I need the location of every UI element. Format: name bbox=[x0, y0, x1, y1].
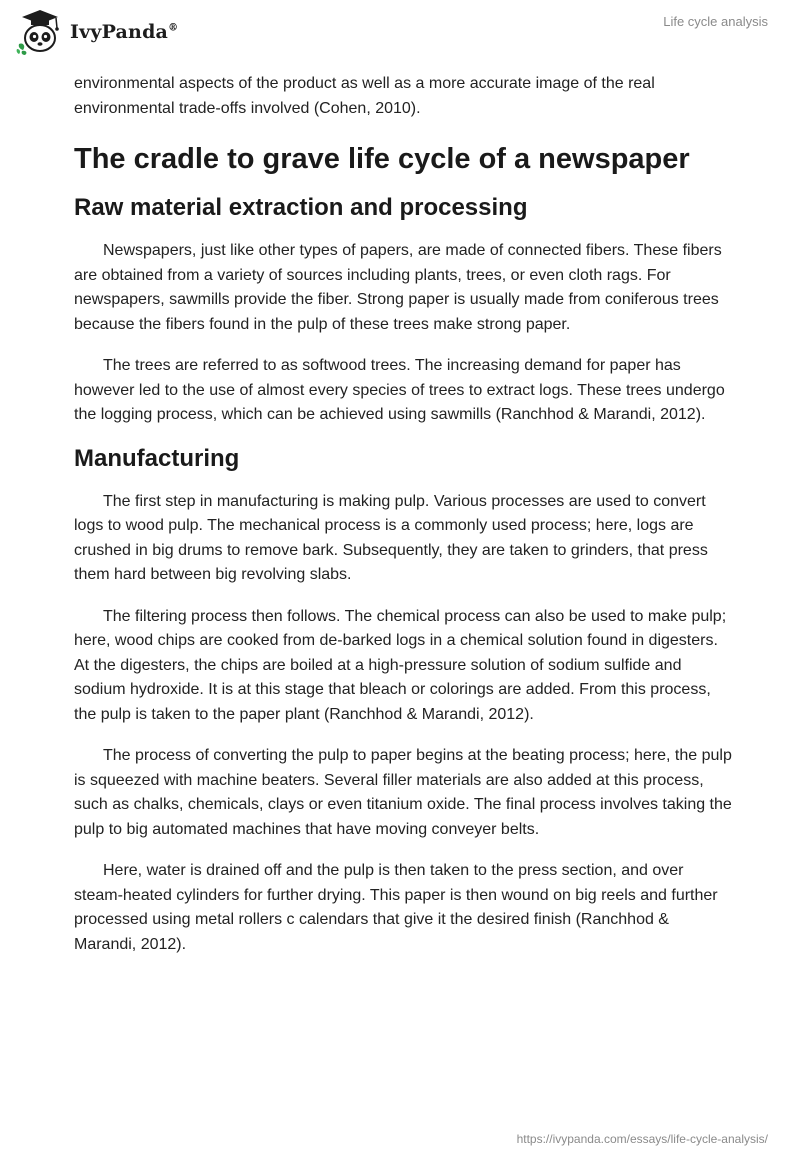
page-header bbox=[0, 0, 800, 70]
section-heading-raw-material: Raw material extraction and processing bbox=[74, 194, 528, 221]
paragraph: The process of converting the pulp to paper begins at the beating process; here, the pulp is squeezed with machine beaters. Several filler materials are also added at this process, such as chalks, chemicals, clays or even titanium oxide. The final process involves taking the pulp to big automated machines that have moving conveyer belts. bbox=[74, 747, 732, 838]
essay-content bbox=[74, 72, 734, 974]
intro-paragraph: environmental aspects of the product as well as a more accurate image of the real environmental trade-offs involved (Cohen, 2010). bbox=[74, 75, 655, 117]
ivypanda-logo[interactable] bbox=[14, 8, 178, 56]
page-title: The cradle to grave life cycle of a newspaper bbox=[74, 143, 690, 175]
paragraph: The first step in manufacturing is making pulp. Various processes are used to convert logs to wood pulp. The mechanical process is a commonly used process; here, logs are crushed in big drums to remove bark. Subsequently, they are taken to grinders, that press them hard between big revolving slabs. bbox=[74, 492, 708, 583]
running-title: Life cycle analysis bbox=[663, 14, 768, 29]
panda-graduate-icon bbox=[14, 8, 66, 56]
footer-url[interactable]: https://ivypanda.com/essays/life-cycle-analysis/ bbox=[516, 1132, 768, 1146]
brand-name: IvyPanda® bbox=[70, 21, 179, 43]
section-heading-manufacturing: Manufacturing bbox=[74, 444, 240, 472]
paragraph: Here, water is drained off and the pulp is then taken to the press section, and over steam-heated cylinders for further drying. This paper is then wound on big reels and further processed using metal rollers c calendars that give it the desired finish (Ranchhod & Marandi, 2012). bbox=[74, 862, 718, 953]
paragraph: The filtering process then follows. The chemical process can also be used to make pulp; here, wood chips are cooked from de-barked logs in a chemical solution found in digesters. At the digesters, the chips are boiled at a high-pressure solution of sodium sulfide and sodium hydroxide. It is at this stage that bleach or colorings are added. From this process, the pulp is taken to the paper plant (Ranchhod & Marandi, 2012). bbox=[74, 607, 727, 723]
paragraph: Newspapers, just like other types of papers, are made of connected fibers. These fibers are obtained from a variety of sources including plants, trees, or even cloth rags. For newspapers, sawmills provide the fiber. Strong paper is usually made from coniferous trees because the fibers found in the pulp of these trees make strong paper. bbox=[74, 242, 722, 333]
paragraph: The trees are referred to as softwood trees. The increasing demand for paper has however led to the use of almost every species of trees to extract logs. These trees undergo the logging process, which can be achieved using sawmills (Ranchhod & Marandi, 2012). bbox=[74, 357, 725, 423]
